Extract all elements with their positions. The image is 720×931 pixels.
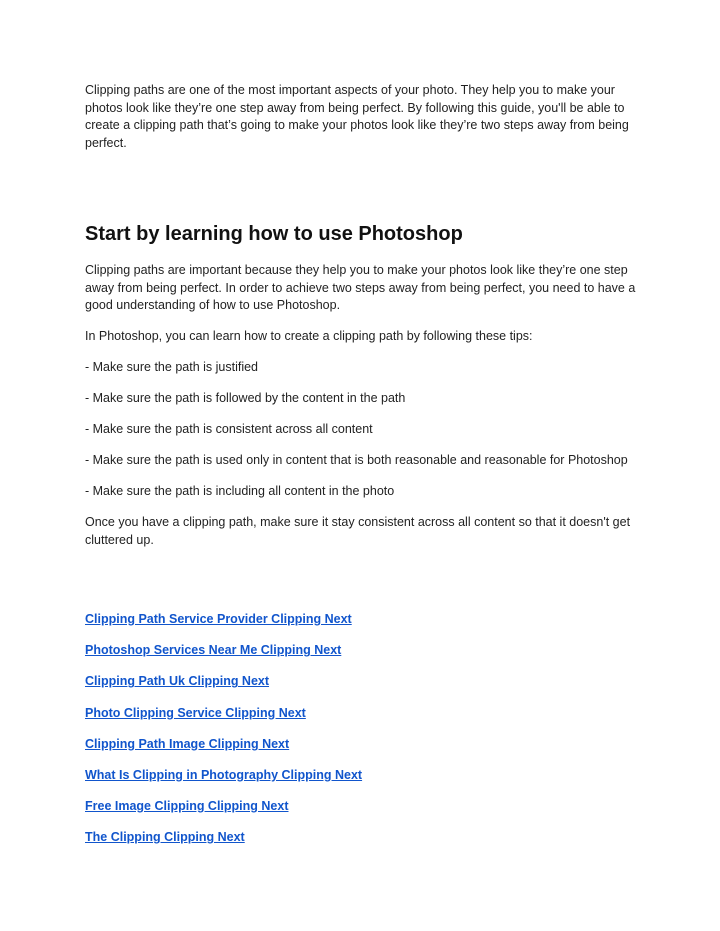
section-heading: Start by learning how to use Photoshop [85, 223, 463, 245]
section-body [85, 262, 640, 563]
body-paragraph: In Photoshop, you can learn how to create a clipping path by following these tips: [85, 329, 533, 343]
tip-item: - Make sure the path is used only in content that is both reasonable and reasonable for Photoshop [85, 453, 628, 467]
related-links-list [85, 611, 362, 861]
tip-item: - Make sure the path is justified [85, 360, 258, 374]
body-paragraph: Clipping paths are important because they help you to make your photos look like they’re one step away from being perfect. In order to achieve two steps away from being perfect, you need to have a good understanding of how to use Photoshop. [85, 263, 636, 312]
related-link[interactable]: Clipping Path Image Clipping Next [85, 736, 290, 751]
related-link[interactable]: Photo Clipping Service Clipping Next [85, 705, 306, 720]
intro-paragraph: Clipping paths are one of the most important aspects of your photo. They help you to make your photos look like they’re one step away from being perfect. By following this guide, you'll be able to create a clipping path that’s going to make your photos look like they’re two steps away from being perfect. [85, 83, 629, 150]
related-link[interactable]: Clipping Path Uk Clipping Next [85, 674, 270, 689]
tip-item: - Make sure the path is including all content in the photo [85, 484, 395, 498]
document-page [85, 82, 640, 845]
related-link[interactable]: Clipping Path Service Provider Clipping Next [85, 612, 352, 626]
tip-item: - Make sure the path is consistent across all content [85, 422, 373, 436]
related-link[interactable]: Free Image Clipping Clipping Next [85, 799, 289, 814]
tip-item: - Make sure the path is followed by the content in the path [85, 391, 406, 405]
related-link[interactable]: The Clipping Clipping Next [85, 830, 245, 845]
related-link[interactable]: Photoshop Services Near Me Clipping Next [85, 643, 342, 658]
related-link[interactable]: What Is Clipping in Photography Clipping Next [85, 767, 363, 782]
body-paragraph: Once you have a clipping path, make sure it stay consistent across all content so that it doesn't get cluttered up. [85, 515, 631, 547]
